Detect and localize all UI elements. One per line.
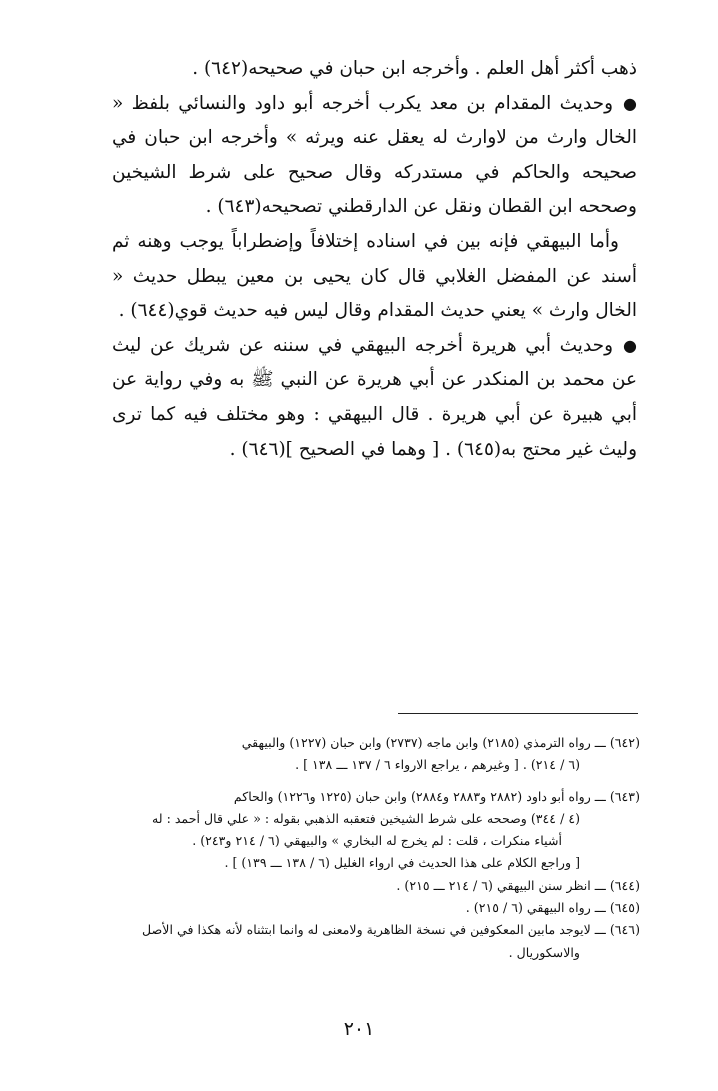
paragraph-4-line-4: به(٦٤٥) . [ وهما في الصحيح ](٦٤٦) .: [229, 438, 517, 460]
paragraph-2-line-3: مستدركه وقال صحيح على شرط الشيخين وصححه ابن القطان ونقل عن: [112, 161, 637, 218]
paragraph-4: [112, 329, 637, 467]
footnote-642: [85, 732, 640, 777]
footnote-line: (٦٤٤) ـــ انظر سنن البيهقي (٦ / ٢١٤ ـــ ٢١٥) .: [396, 877, 640, 893]
footnotes: [85, 732, 640, 964]
paragraph-4-line-2: محمد بن المنكدر عن أبي هريرة عن النبي ﷺ به وفي رواية عن أبي هبيرة عن: [112, 369, 637, 425]
paragraph-2: [112, 87, 637, 225]
footnote-line: والاسكوريال .: [508, 944, 580, 960]
footnote-line: [ وراجع الكلام على هذا الحديث في ارواء الغليل (٦ / ١٣٨ ـــ ١٣٩) ] .: [224, 855, 580, 871]
bullet-icon: ●: [623, 93, 637, 113]
footnote-divider: [398, 713, 638, 714]
footnote-line: (٦٤٣) ـــ رواه أبو داود (٢٨٨٢ و٢٨٨٣ و٢٨٨٤) وابن حبان (١٢٢٥ و١٢٢٦) والحاكم: [233, 788, 640, 804]
footnote-644: [85, 875, 640, 897]
footnote-line: (٦٤٥) ـــ رواه البيهقي (٦ / ٢١٥) .: [465, 900, 640, 916]
footnote-643: [85, 786, 640, 875]
paragraph-2-line-4: الدارقطني تصحيحه(٦٤٣) .: [205, 196, 408, 218]
paragraph-1: [112, 52, 637, 87]
footnote-line: (٦٤٢) ـــ رواه الترمذي (٢١٨٥) وابن ماجه (٢٧٣٧) وابن حبان (١٢٢٧) والبيهقي: [241, 735, 640, 750]
paragraph-2-line-2: وارث من لاوارث له يعقل عنه ويرثه » وأخرجه ابن حبان في صحيحه والحاكم في: [112, 127, 638, 183]
paragraph-3-line-1: وأما البيهقي فإنه بين في اسناده إختلافاً وإضطراباً يوجب وهنه ثم أسند: [112, 230, 637, 287]
page-number: ٢٠١: [343, 1018, 375, 1040]
footnote-line: (٦ / ٢١٤) . [ وغيرهم ، يراجع الارواء ٦ / ١٣٧ ـــ ١٣٨ ] .: [295, 757, 580, 773]
main-text: [112, 52, 637, 467]
footnote-line: (٦٤٦) ـــ لايوجد مابين المعكوفين في نسخة الظاهرية ولامعنى له وانما ابتثناه لأنه هكذا في الأصل: [142, 922, 640, 938]
paragraph-1-line-1: ذهب أكثر أهل العلم . وأخرجه ابن حبان في صحيحه(٦٤٢) .: [192, 58, 637, 79]
paragraph-3-line-2: عن المفضل الغلابي قال كان يحيى بن معين يبطل حديث « الخال وارث »: [112, 265, 637, 322]
paragraph-4-line-3: أبي هريرة . قال البيهقي : وهو مختلف فيه كما ترى وليث غير محتج: [112, 403, 637, 460]
footnote-line: (٤ / ٣٤٤) وصححه على شرط الشيخين فتعقبه الذهبي بقوله : « علي قال أحمد : له: [151, 810, 580, 826]
paragraph-4-line-1: وحديث أبي هريرة أخرجه البيهقي في سننه عن شريك عن ليث عن: [112, 334, 637, 391]
paragraph-3: [112, 225, 637, 329]
paragraph-3-line-3: يعني حديث المقدام وقال ليس فيه حديث قوي(٦٤٤) .: [118, 300, 526, 322]
footnote-line: أشياء منكرات ، قلت : لم يخرج له البخاري » والبيهقي (٦ / ٢١٤ و٢٤٣) .: [192, 833, 562, 849]
paragraph-2-line-1: وحديث المقدام بن معد يكرب أخرجه أبو داود والنسائي بلفظ « الخال: [112, 92, 637, 149]
footnote-646: [85, 919, 640, 964]
bullet-icon: ●: [623, 335, 637, 355]
footnote-645: [85, 897, 640, 919]
